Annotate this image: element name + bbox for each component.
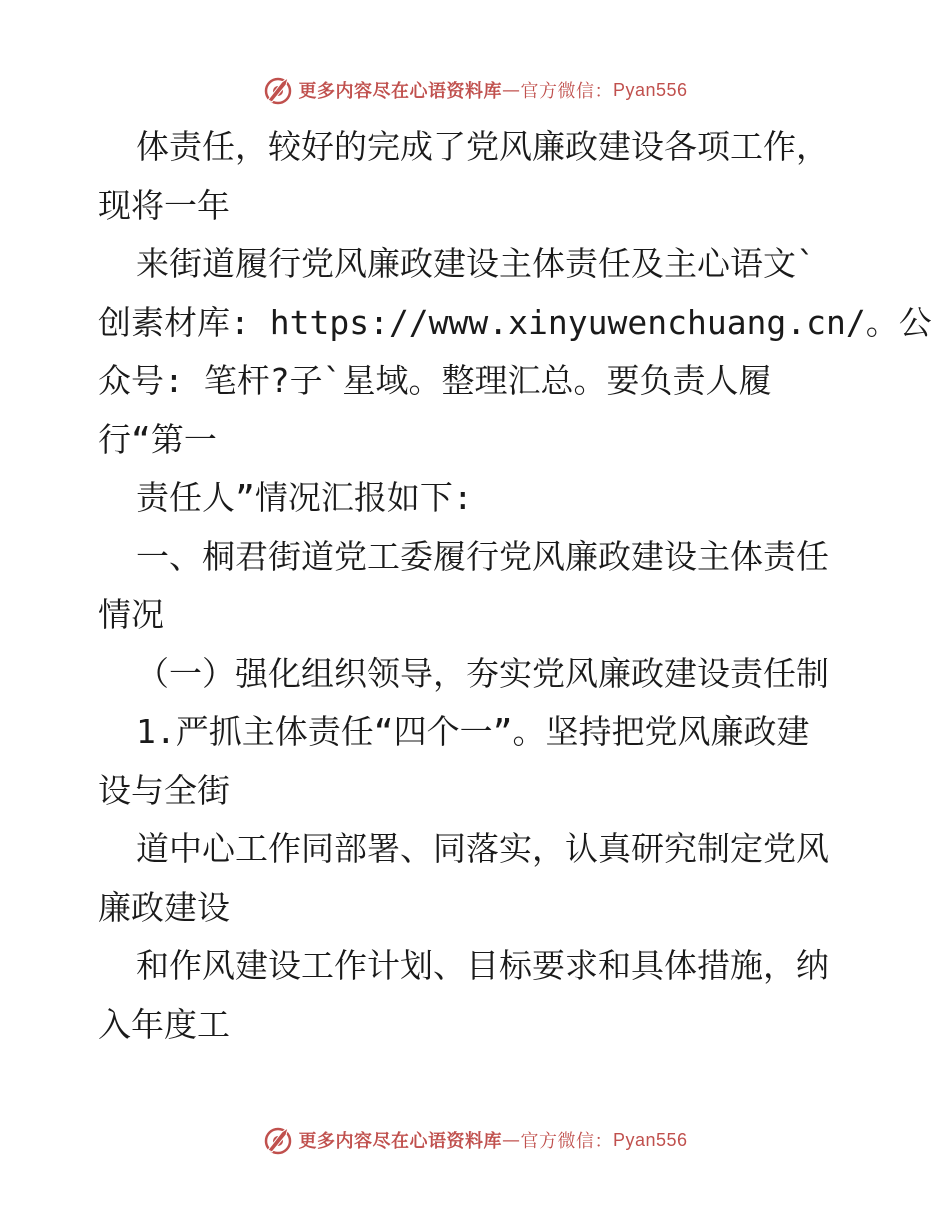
- watermark-brand: 更多内容尽在心语资料库: [298, 81, 502, 102]
- watermark-dash: —: [501, 79, 521, 101]
- section-heading: 一、桐君街道党工委履行党风廉政建设主体责任: [136, 536, 829, 576]
- text-line: 1.严抓主体责任“四个一”。坚持把党风廉政建: [136, 712, 810, 751]
- text-line: 现将一年: [98, 185, 230, 225]
- pen-logo-icon: [262, 74, 294, 106]
- text-line: 道中心工作同部署、同落实，认真研究制定党风: [136, 829, 829, 868]
- watermark-wechat-id: Pyan556: [612, 1129, 688, 1150]
- watermark-dash: —: [501, 1129, 521, 1151]
- footer-watermark: [0, 1120, 950, 1160]
- text-line: 廉政建设: [98, 887, 230, 927]
- subsection-heading: （一）强化组织领导，夯实党风廉政建设责任制: [136, 653, 829, 693]
- watermark-brand: 更多内容尽在心语资料库: [298, 1131, 502, 1152]
- text-line: 体责任，较好的完成了党风廉政建设各项工作，: [136, 127, 829, 166]
- text-line: 入年度工: [98, 1004, 230, 1044]
- text-line: 众号: 笔杆?子`星域。整理汇总。要负责人履: [98, 361, 772, 400]
- document-body: [98, 118, 932, 1054]
- text-line: 行“第一: [98, 419, 217, 459]
- watermark-official: 官方微信：: [520, 81, 613, 102]
- header-watermark: [0, 70, 950, 110]
- watermark-wechat-id: Pyan556: [612, 79, 688, 100]
- pen-logo-icon: [262, 1124, 294, 1156]
- text-line: 责任人”情况汇报如下:: [136, 478, 473, 517]
- text-line: 和作风建设工作计划、目标要求和具体措施，纳: [136, 946, 829, 985]
- text-line: 情况: [98, 595, 164, 634]
- text-line: 创素材库: https://www.xinyuwenchuang.cn/。公: [98, 302, 932, 342]
- text-line: 来街道履行党风廉政建设主体责任及主心语文`: [136, 244, 816, 283]
- watermark-official: 官方微信：: [520, 1131, 613, 1152]
- text-line: 设与全街: [98, 770, 230, 810]
